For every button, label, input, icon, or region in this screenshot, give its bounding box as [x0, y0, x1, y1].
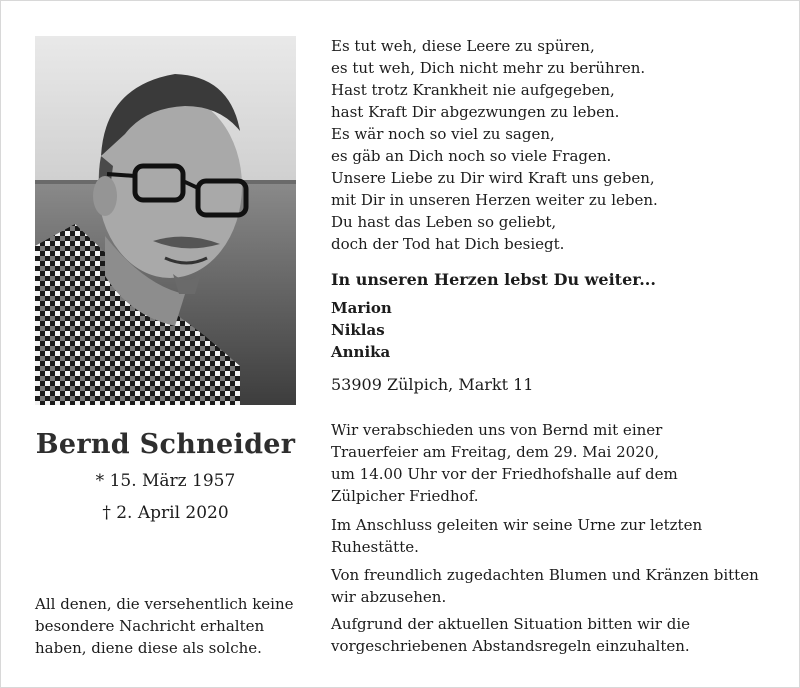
poem-line: mit Dir in unseren Herzen weiter zu leben. [331, 191, 658, 209]
flowers-info [331, 564, 771, 608]
motto: In unseren Herzen lebst Du weiter... [331, 270, 656, 289]
address: 53909 Zülpich, Markt 11 [331, 375, 534, 394]
poem-line: Du hast das Leben so geliebt, [331, 213, 557, 231]
distance-info [331, 613, 771, 657]
notice-text [35, 593, 297, 659]
poem-line: hast Kraft Dir abgezwungen zu leben. [331, 103, 620, 121]
paragraph-line: wir abzusehen. [331, 588, 447, 606]
paragraph-line: Aufgrund der aktuellen Situation bitten wir die [331, 615, 691, 633]
paragraph-line: Von freundlich zugedachten Blumen und Kränzen bitten [331, 566, 759, 584]
notice-line: besondere Nachricht erhalten [35, 617, 265, 635]
mourner-name: Niklas [331, 321, 385, 339]
deceased-name: Bernd Schneider [35, 429, 296, 460]
birth-date: * 15. März 1957 [95, 471, 236, 491]
poem-line: Hast trotz Krankheit nie aufgegeben, [331, 81, 615, 99]
notice-line: haben, diene diese als solche. [35, 639, 262, 657]
poem-line: es gäb an Dich noch so viele Fragen. [331, 147, 612, 165]
poem-line: Unsere Liebe zu Dir wird Kraft uns geben, [331, 169, 655, 187]
paragraph-line: vorgeschriebenen Abstandsregeln einzuhalten. [331, 637, 690, 655]
paragraph-line: Ruhestätte. [331, 538, 419, 556]
paragraph-line: Wir verabschieden uns von Bernd mit einer [331, 421, 663, 439]
paragraph-line: Im Anschluss geleiten wir seine Urne zur letzten [331, 516, 703, 534]
poem-line: doch der Tod hat Dich besiegt. [331, 235, 565, 253]
mourner-list [331, 297, 771, 363]
notice-line: All denen, die versehentlich keine [35, 595, 294, 613]
funeral-info [331, 419, 771, 507]
urn-info [331, 514, 771, 558]
poem-line: Es tut weh, diese Leere zu spüren, [331, 37, 595, 55]
portrait-photo [35, 36, 296, 405]
paragraph-line: Trauerfeier am Freitag, dem 29. Mai 2020, [331, 443, 660, 461]
poem [331, 35, 771, 255]
poem-line: Es wär noch so viel zu sagen, [331, 125, 555, 143]
death-date: † 2. April 2020 [102, 503, 229, 523]
paragraph-line: um 14.00 Uhr vor der Friedhofshalle auf dem [331, 465, 678, 483]
paragraph-line: Zülpicher Friedhof. [331, 487, 479, 505]
poem-line: es tut weh, Dich nicht mehr zu berühren. [331, 59, 646, 77]
mourner-name: Annika [331, 343, 391, 361]
mourner-name: Marion [331, 299, 392, 317]
